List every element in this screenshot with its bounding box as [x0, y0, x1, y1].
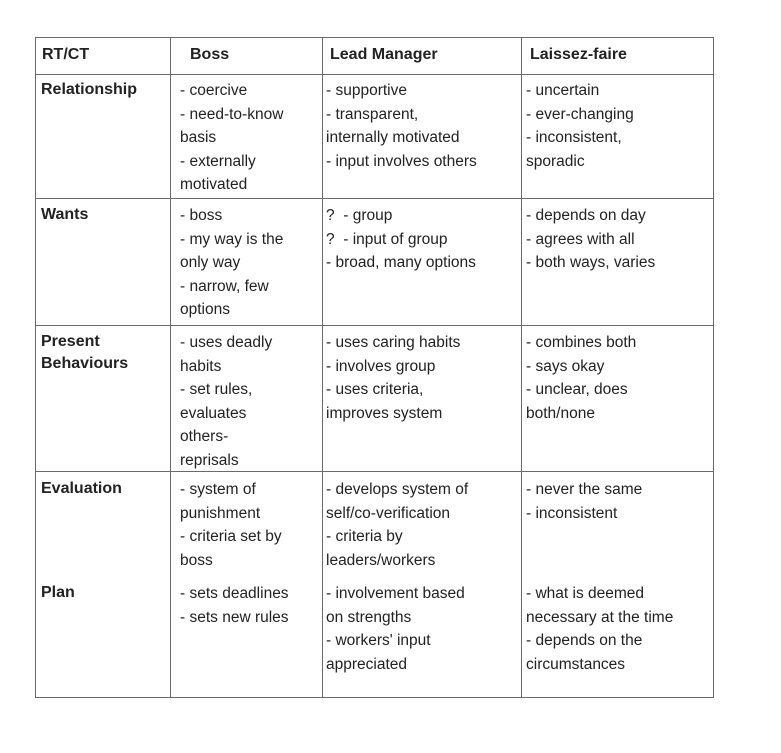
table-border-top [35, 37, 714, 38]
cell-line: - criteria set by [180, 528, 282, 545]
cell-line: appreciated [326, 655, 408, 673]
row-label-line: Wants [41, 206, 89, 223]
cell-line: - involvement based [326, 585, 465, 602]
cell-line: - never the same [526, 481, 643, 498]
cell-wants-boss [180, 204, 283, 322]
cell-line: - workers' input [326, 632, 431, 649]
cell-line: - unclear, does [526, 381, 628, 398]
cell-line: boss [180, 551, 213, 569]
cell-present-behaviours-laissez-faire [526, 331, 636, 425]
cell-plan-boss [180, 582, 289, 629]
row-label-line: Plan [41, 584, 75, 601]
cell-line: - system of [180, 481, 256, 498]
cell-line: - uncertain [526, 82, 600, 99]
table-border-bottom [35, 697, 714, 698]
cell-line: circumstances [526, 655, 626, 673]
row-divider [35, 74, 714, 75]
cell-present-behaviours-lead-manager [326, 331, 460, 425]
cell-line: ? - input of group [326, 230, 448, 248]
row-label-line: Relationship [41, 81, 138, 98]
cell-line: - externally [180, 152, 256, 170]
cell-line: - agrees with all [526, 230, 635, 248]
cell-line: habits [180, 357, 222, 375]
cell-evaluation-laissez-faire [526, 478, 642, 525]
cell-evaluation-boss [180, 478, 282, 572]
cell-line: internally motivated [326, 129, 460, 146]
cell-line: - set rules, [180, 381, 253, 398]
row-divider [35, 325, 714, 326]
row-label-relationship [41, 79, 137, 101]
cell-evaluation-lead-manager [326, 478, 468, 572]
cell-line: - transparent, [326, 105, 419, 123]
cell-relationship-lead-manager [326, 79, 477, 173]
cell-line: - combines both [526, 334, 637, 351]
cell-line: motivated [180, 176, 248, 193]
cell-plan-laissez-faire [526, 582, 673, 676]
cell-line: - what is deemed [526, 585, 645, 602]
cell-line: evaluates [180, 404, 247, 422]
row-divider [35, 198, 714, 199]
cell-line: - depends on the [526, 632, 643, 649]
cell-line: - inconsistent, [526, 129, 622, 146]
row-label-wants [41, 204, 88, 226]
cell-line: punishment [180, 504, 261, 522]
header-lead-manager: Lead Manager [330, 46, 438, 63]
row-label-evaluation [41, 478, 122, 500]
cell-line: - my way is the [180, 230, 284, 248]
row-label-present-behaviours [41, 331, 128, 375]
cell-wants-laissez-faire [526, 204, 655, 275]
cell-line: only way [180, 254, 241, 271]
cell-line: - supportive [326, 82, 407, 99]
cell-present-behaviours-boss [180, 331, 272, 472]
cell-line: - ever-changing [526, 105, 634, 123]
table-border-left [35, 37, 36, 698]
header-laissez-faire: Laissez-faire [530, 46, 627, 63]
cell-line: - criteria by [326, 528, 403, 545]
row-label-line: Behaviours [41, 355, 129, 372]
cell-line: self/co-verification [326, 504, 451, 522]
comparison-table [35, 37, 714, 698]
cell-line: both/none [526, 404, 595, 422]
cell-line: options [180, 301, 230, 318]
cell-line: basis [180, 129, 217, 146]
cell-line: - uses criteria, [326, 381, 424, 398]
row-divider [35, 471, 714, 472]
column-divider [322, 37, 323, 698]
cell-line: leaders/workers [326, 551, 436, 569]
cell-line: - boss [180, 207, 223, 224]
cell-relationship-boss [180, 79, 283, 197]
cell-line: - need-to-know [180, 105, 284, 123]
header-boss: Boss [190, 46, 230, 63]
cell-relationship-laissez-faire [526, 79, 634, 173]
cell-line: - inconsistent [526, 504, 618, 522]
cell-line: - narrow, few [180, 277, 269, 295]
cell-line: - uses caring habits [326, 334, 461, 351]
cell-line: - involves group [326, 357, 436, 375]
cell-plan-lead-manager [326, 582, 465, 676]
cell-wants-lead-manager [326, 204, 476, 275]
row-label-plan [41, 582, 75, 604]
cell-line: ? - group [326, 207, 393, 224]
cell-line: - depends on day [526, 207, 646, 224]
cell-line: - develops system of [326, 481, 469, 498]
cell-line: reprisals [180, 451, 239, 469]
cell-line: - says okay [526, 357, 605, 375]
header-rt-ct: RT/CT [42, 46, 90, 63]
cell-line: - input involves others [326, 152, 477, 170]
column-divider [170, 37, 171, 698]
cell-line: - both ways, varies [526, 254, 656, 271]
cell-line: necessary at the time [526, 608, 674, 626]
cell-line: - broad, many options [326, 254, 476, 271]
cell-line: - sets deadlines [180, 585, 289, 602]
cell-line: sporadic [526, 152, 585, 170]
cell-line: - sets new rules [180, 608, 289, 626]
cell-line: others- [180, 428, 229, 445]
table-border-right [713, 37, 714, 698]
cell-line: improves system [326, 404, 443, 422]
row-label-line: Present [41, 333, 100, 350]
cell-line: - uses deadly [180, 334, 273, 351]
column-divider [521, 37, 522, 698]
cell-line: on strengths [326, 608, 412, 626]
cell-line: - coercive [180, 82, 248, 99]
row-label-line: Evaluation [41, 480, 122, 497]
